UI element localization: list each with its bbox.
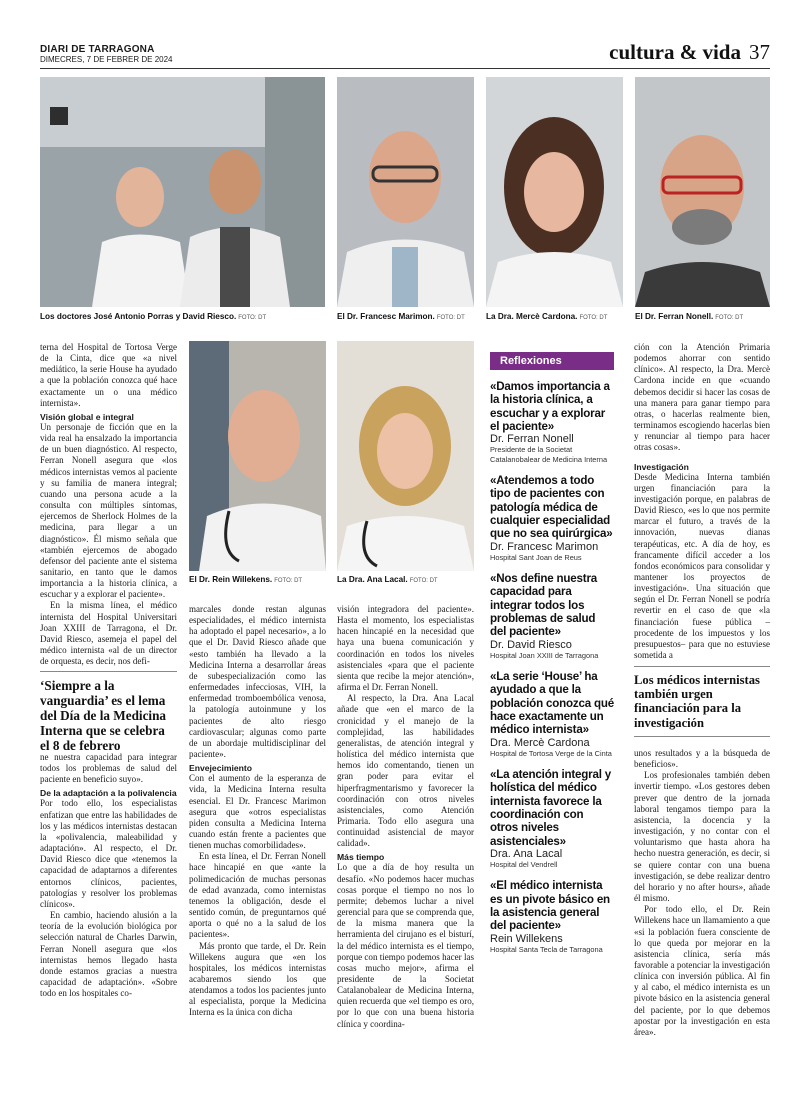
section-header xyxy=(609,40,770,65)
photo-cardona xyxy=(486,77,623,307)
quote-item xyxy=(490,670,614,758)
photo-credit: FOTO: DT xyxy=(715,315,744,321)
paragraph: Al respecto, la Dra. Ana Lacal añade que «en el marco de la cronicidad y el manejo de la complejidad, las habilidades generalistas, de atención integral y holística del médico internista que hemos ido comentando, tienen un gran poder para evitar el hiperfragmentarismo y favorecer la coordinación con otros niveles asistenciales, como Atención Primaria. Todo ello asegura una continuidad asistencial de mayor calidad». xyxy=(337,693,474,849)
quote-affiliation: Hospital de Tortosa Verge de la Cinta xyxy=(490,748,612,758)
quote-text: «Atendemos a todo tipo de pacientes con patología médica de cualquier especialidad que no sea quirúrgica» xyxy=(490,474,613,541)
paragraph: visión integradora del paciente». Hasta el momento, los especialistas hacen hincapié en la necesidad que haya una buena comunicación y coordinación en todos los niveles asistenciales «para que el paciente sienta que recibe la mejor atención», afirma el Dr. Ferran Nonell. xyxy=(337,604,474,693)
photo-lacal xyxy=(337,341,474,571)
pullquote-rule xyxy=(634,666,770,667)
paragraph: Un personaje de ficción que en la vida real ha ensalzado la importancia de un buen diagnóstico. Al respecto, Ferran Nonell asegura que «los médicos internistas vemos al paciente y su familia de manera integral; cuando una persona acude a la consulta con múltiples síntomas, ejercemos de Sherlock Holmes de la medicina, para llegar a un diagnóstico». Él mismo señala que «también ejercemos de abogado defensor del paciente ante el sistema sanitario, en tanto que le damos importancia a la historia clínica, a escuchar y a explorar el paciente». xyxy=(40,421,177,600)
photo-nonell xyxy=(635,77,770,307)
caption-lacal xyxy=(337,575,438,584)
paragraph: ne nuestra capacidad para integrar todos los problemas de salud del paciente en beneficio suyo». xyxy=(40,752,177,785)
photo-willekens-image xyxy=(189,341,326,571)
article-column-1b xyxy=(40,752,177,999)
photo-credit: FOTO: DT xyxy=(274,578,303,584)
quote-text: «La serie ‘House’ ha ayudado a que la población conozca qué hace exactamente un médico internista» xyxy=(490,670,614,737)
caption-text: El Dr. Rein Willekens. xyxy=(189,575,273,584)
paragraph: En esta línea, el Dr. Ferran Nonell hace hincapié en que «ante la polimedicación de muchas personas de edad avanzada, como internistas tenemos la obligación, desde el sentido común, de preguntarnos qué aporta o qué no a la salud de los pacientes». xyxy=(189,851,326,940)
quote-author: Rein Willekens xyxy=(490,932,563,945)
paragraph: Más pronto que tarde, el Dr. Rein Willekens augura que «en los hospitales, los médicos internistas acabaremos siendo los que atendamos a todos los pacientes junto al especialista, porque la Medicina Interna es la única con dicha xyxy=(189,940,326,1018)
quote-affiliation: Hospital Sant Joan de Reus xyxy=(490,552,582,562)
quote-text: «Nos define nuestra capacidad para integrar todos los problemas de salud del paciente» xyxy=(490,572,598,639)
photo-credit: FOTO: DT xyxy=(409,578,438,584)
quote-item xyxy=(490,380,614,464)
article-column-2 xyxy=(189,604,326,1019)
reflexiones-box xyxy=(490,352,614,964)
photo-credit: FOTO: DT xyxy=(579,315,608,321)
subheading-mas-tiempo: Más tiempo xyxy=(337,852,385,863)
quote-text: «La atención integral y holística del médico internista favorece la coordinación con otros niveles asistenciales» xyxy=(490,768,612,848)
quote-author: Dr. Francesc Marimon xyxy=(490,540,599,553)
subheading-vision: Visión global e integral xyxy=(40,411,134,422)
photo-marimon xyxy=(337,77,474,307)
quote-author: Dra. Mercè Cardona xyxy=(490,736,590,749)
photo-credit: FOTO: DT xyxy=(238,315,267,321)
subheading-investigacion: Investigación xyxy=(634,461,689,472)
quote-author: Dr. David Riesco xyxy=(490,638,572,651)
photo-porras-riesco-image xyxy=(40,77,325,307)
quote-affiliation: Presidente de la Societat Catalanobalear de Medicina Interna xyxy=(490,445,608,464)
caption-text: El Dr. Ferran Nonell. xyxy=(635,312,714,321)
quote-item xyxy=(490,879,614,954)
paragraph: marcales donde restan algunas especialidades, el médico internista ha adoptado el papel necesario», a lo que el Dr. David Riesco añade que «esto también ha llevado a la Medicina Interna a desarrollar áreas de subespecialización como las enfermedades infecciosas, VIH, la enfermedad tromboembólica venosa, la patología autoinmune y los pacientes de alto riesgo cardiovascular; algunas como parte de un abordaje multidisciplinar del paciente». xyxy=(189,604,326,760)
pullquote-financiacion: Los médicos internistas también urgen financiación para la investigación xyxy=(634,673,760,730)
article-column-3 xyxy=(337,604,474,1030)
quote-item xyxy=(490,474,614,562)
photo-lacal-image xyxy=(337,341,474,571)
paragraph: Por todo ello, el Dr. Rein Willekens hace un llamamiento a que «si la población fuera consciente de lo que queda por mejorar en la asistencia clínica, sería más favorable a potenciar la investigación clínica con inversión pública. Al fin y al cabo, el médico internista es un pivote básico en la asistencia general del paciente, por lo que debemos apostar por la investigación en esta área». xyxy=(634,904,770,1037)
quote-affiliation: Hospital del Vendrell xyxy=(490,859,558,869)
paragraph: unos resultados y a la búsqueda de beneficios». xyxy=(634,748,770,770)
caption-willekens xyxy=(189,575,302,584)
paragraph: terna del Hospital de Tortosa Verge de la Cinta, dice que «a nivel mediático, la serie House ha ayudado a que la población conozca qué hace exactamente un o una médico internista». xyxy=(40,342,177,408)
quote-author: Dra. Ana Lacal xyxy=(490,847,563,860)
paragraph: En cambio, haciendo alusión a la teoría de la evolución biológica por selección natural de Charles Darwin, Ferran Nonell asegura que «los internistas hemos llegado hasta donde estamos gracias a nuestra capacidad de adaptación». «Sobre todo en los hospitales co- xyxy=(40,910,177,999)
pullquote-rule xyxy=(634,736,770,737)
photo-cardona-image xyxy=(486,77,623,307)
paragraph: Desde Medicina Interna también urgen financiación para la investigación porque, en palabras de David Riesco, «es lo que nos permite marcar el futuro, a través de la innovación, nuevas dianas terapéuticas, etc. A día de hoy, es francamente difícil acceder a los fondos económicos para consolidar y mantener los proyectos de investigación». Una situación que según el Dr. Ferran Nonell se podría revertir en el caso de que «la financiación fuese pública –procedente de los impuestos y los presupuestos– para que no estuviese sometida a xyxy=(634,471,770,661)
page-number: 37 xyxy=(749,40,770,64)
article-column-5b xyxy=(634,748,770,1038)
photo-credit: FOTO: DT xyxy=(436,315,465,321)
quote-affiliation: Hospital Santa Tecla de Tarragona xyxy=(490,944,603,954)
newspaper-name: DIARI DE TARRAGONA xyxy=(40,44,155,55)
quote-item xyxy=(490,768,614,869)
section-title: cultura & vida xyxy=(609,40,741,64)
quote-affiliation: Hospital Joan XXIII de Tarragona xyxy=(490,650,599,660)
caption-porras-riesco xyxy=(40,312,266,321)
header-rule xyxy=(40,68,770,69)
pullquote-vanguardia: ‘Siempre a la vanguardia’ es el lema del Día de la Medicina Interna que se celebra el 8 de febrero xyxy=(40,678,167,753)
article-column-1 xyxy=(40,342,177,667)
quote-item xyxy=(490,572,614,660)
reflexiones-tag: Reflexiones xyxy=(490,352,614,370)
paragraph: Con el aumento de la esperanza de vida, la Medicina Interna resulta esencial. El Dr. Francesc Marimon asegura que «otros especialistas piden consulta a Medicina Interna cuando están frente a pacientes que tienen muchas comorbilidades». xyxy=(189,773,326,851)
quote-text: «Damos importancia a la historia clínica, a escuchar y a explorar el paciente» xyxy=(490,380,610,433)
subheading-envejecimiento: Envejecimiento xyxy=(189,763,253,774)
paragraph: En la misma línea, el médico internista del Hospital Universitari Joan XXIII de Tarragona, el Dr. David Riesco, asemeja el papel del médico internista «al de un director de orquesta, es decir, nos defi- xyxy=(40,600,177,667)
quote-text: «El médico internista es un pivote básico en la asistencia general del paciente» xyxy=(490,879,610,933)
caption-nonell xyxy=(635,312,743,321)
paragraph: Por todo ello, los especialistas enfatizan que entre las habilidades de los y las médicos internistas destacan la «polivalencia, maleabilidad y adaptación». Al respecto, el Dr. David Riesco dice que «tenemos la capacidad de adaptarnos a diferentes entornos clínicos, pacientes, patologías y resolver los problemas clínicos». xyxy=(40,798,177,909)
photo-marimon-image xyxy=(337,77,474,307)
caption-cardona xyxy=(486,312,607,321)
caption-marimon xyxy=(337,312,465,321)
caption-text: Los doctores José Antonio Porras y David Riesco. xyxy=(40,312,237,321)
caption-text: La Dra. Mercè Cardona. xyxy=(486,312,578,321)
issue-date: DIMECRES, 7 DE FEBRER DE 2024 xyxy=(40,55,173,64)
caption-text: La Dra. Ana Lacal. xyxy=(337,575,408,584)
subheading-adaptacion: De la adaptación a la polivalencia xyxy=(40,788,177,799)
photo-nonell-image xyxy=(635,77,770,307)
article-column-5 xyxy=(634,342,770,661)
paragraph: Lo que a día de hoy resulta un desafío. «No podemos hacer muchas cosas porque el tiempo no nos lo permite; debemos luchar a nivel gerencial para que se comprenda que, de la misma manera que la herramienta del cirujano es el bisturí, la del médico internista es el tiempo, porque con tiempo podemos hacer las cosas mucho mejor», afirma el presidente de la Societat Catalanobalear de Medicina Interna, quien recuerda que «el tiempo es oro, por lo que con una buena historia clínica y coordina- xyxy=(337,862,474,1029)
pullquote-rule xyxy=(40,671,177,672)
quote-author: Dr. Ferran Nonell xyxy=(490,433,574,446)
photo-porras-riesco xyxy=(40,77,325,307)
caption-text: El Dr. Francesc Marimon. xyxy=(337,312,435,321)
paragraph: ción con la Atención Primaria podemos ahorrar con sentido clínico». Al respecto, la Dra. Mercè Cardona incide en que «cuando debemos decidir si hacer las cosas de una manera para ganar tiempo para otras, o hacerlas realmente bien, terminamos escogiendo hacerlas bien y renunciar al tiempo para hacer otras cosas». xyxy=(634,342,770,453)
paragraph: Los profesionales también deben invertir tiempo. «Los gestores deben prever que dentro de la jornada laboral tengamos tiempo para la asistencia, la docencia y la investigación, y no contar con el voluntarismo que hasta ahora ha hecho nuestra generación, es decir, si se quiere contar con una buena investigación, se debe realizar dentro del horario y no after hours», añade él mismo. xyxy=(634,770,770,904)
photo-willekens xyxy=(189,341,326,571)
